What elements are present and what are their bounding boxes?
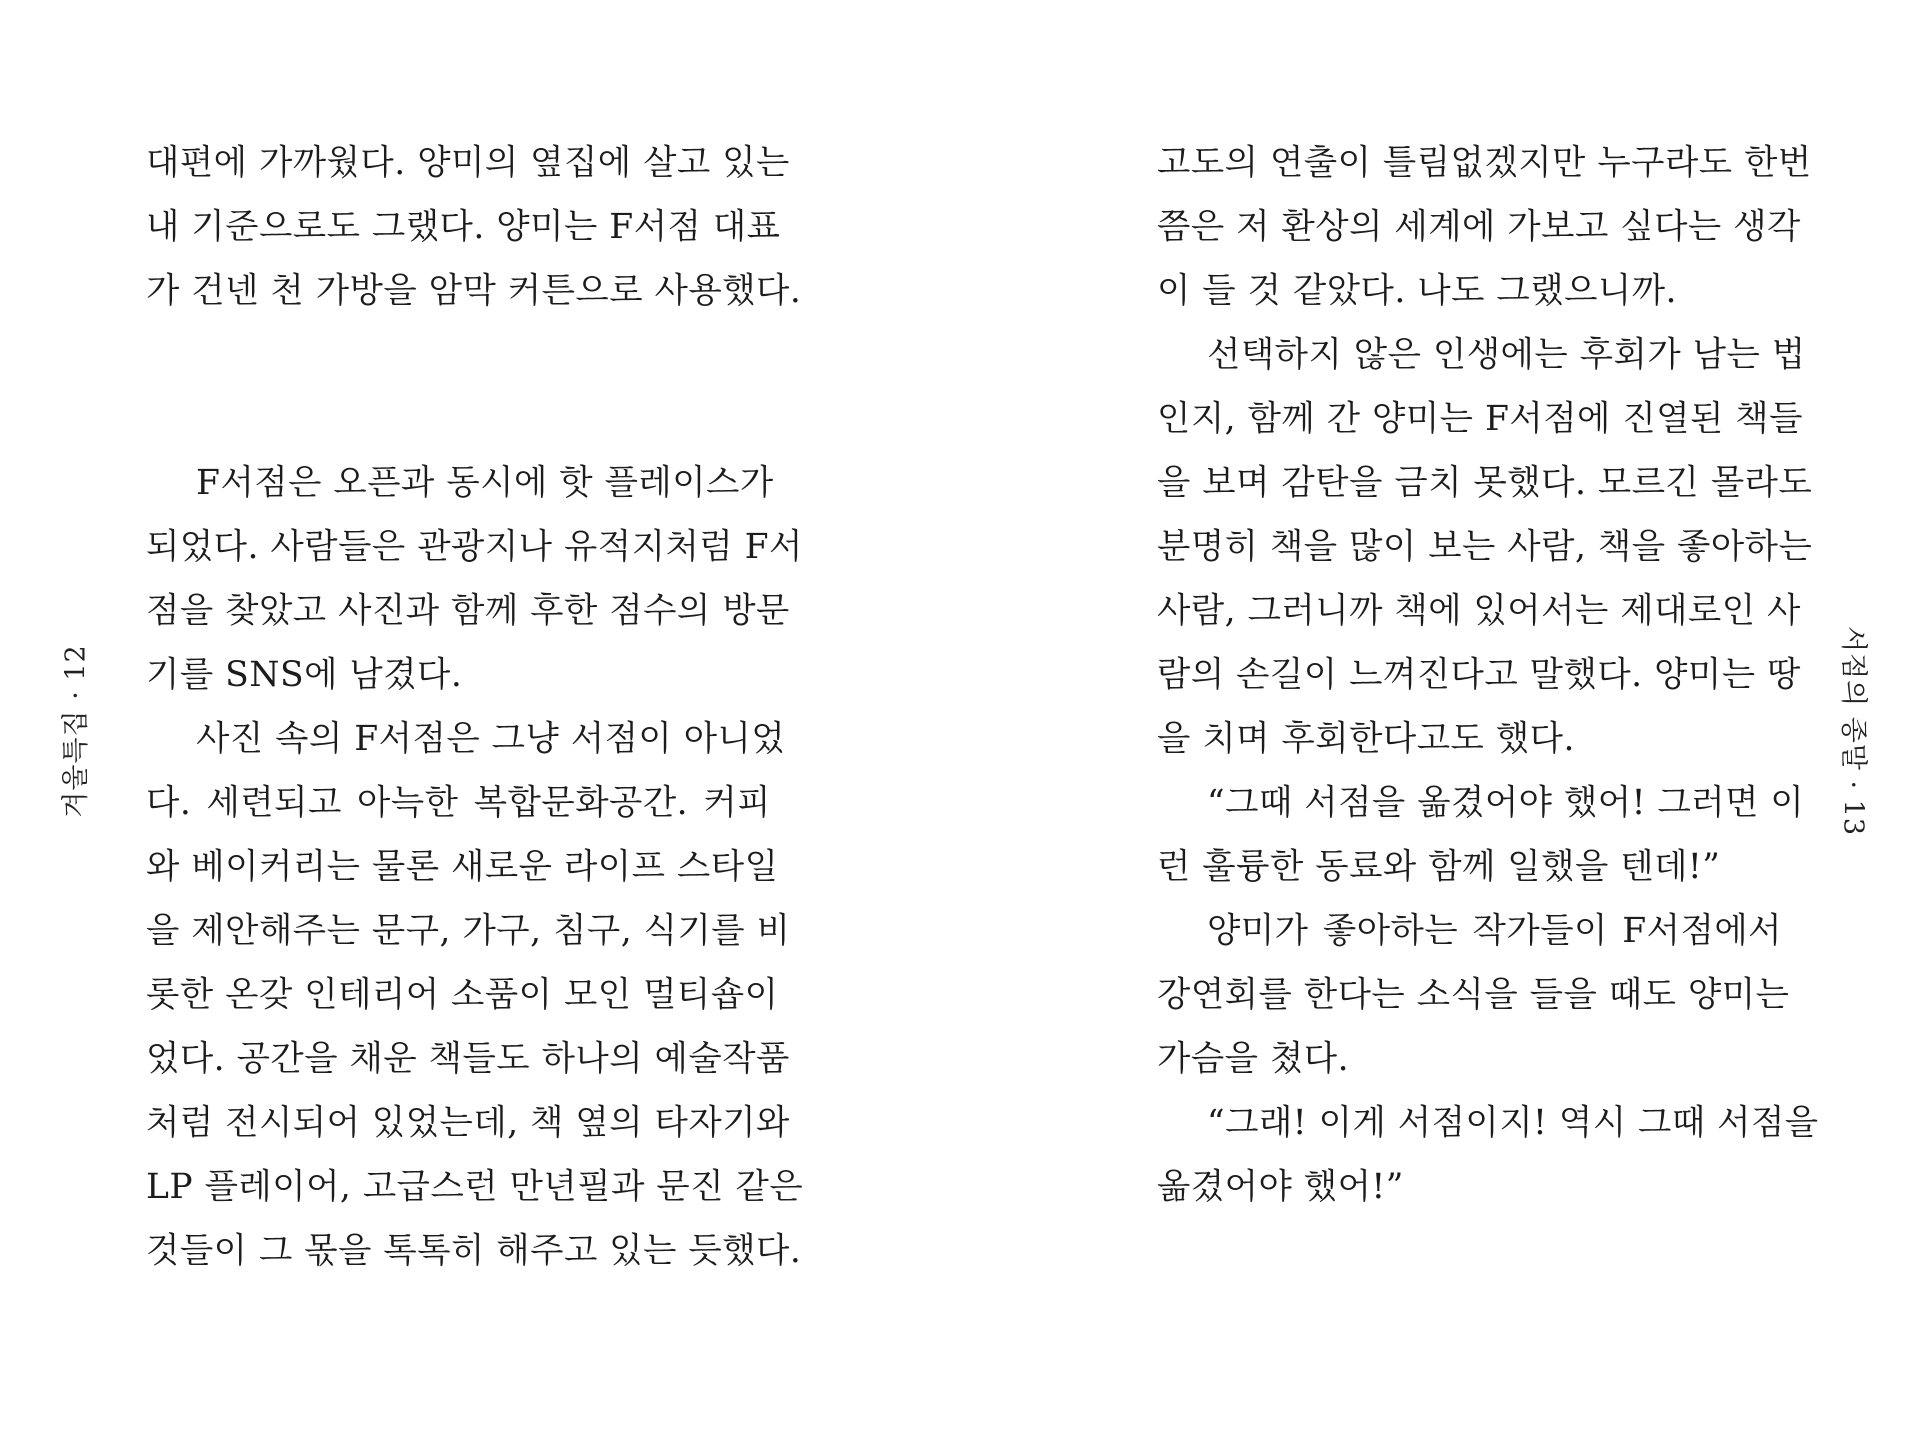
text-line: 고도의 연출이 틀림없겠지만 누구라도 한번 [1157, 143, 1812, 183]
text-line: 점을 찾았고 사진과 함께 후한 점수의 방문 [146, 591, 790, 631]
text-line: 것들이 그 몫을 톡톡히 해주고 있는 듯했다. [146, 1231, 802, 1271]
text-line: “그래! 이게 서점이지! 역시 그때 서점을 [1207, 1103, 1819, 1143]
text-line: LP 플레이어, 고급스런 만년필과 문진 같은 [146, 1167, 804, 1207]
text-line: “그때 서점을 옮겼어야 했어! 그러면 이 [1207, 783, 1805, 823]
text-line: F서점은 오픈과 동시에 핫 플레이스가 [196, 463, 774, 503]
right-page-text [1157, 131, 1819, 1219]
text-line: 람의 손길이 느껴진다고 말했다. 양미는 땅 [1157, 655, 1801, 695]
text-line: 을 제안해주는 문구, 가구, 침구, 식기를 비 [146, 911, 791, 951]
text-line: 다. 세련되고 아늑한 복합문화공간. 커피 [146, 783, 771, 823]
text-line: 사람, 그러니까 책에 있어서는 제대로인 사 [1157, 591, 1801, 631]
text-line: 선택하지 않은 인생에는 후회가 남는 법 [1207, 335, 1806, 375]
text-line: 을 치며 후회한다고도 했다. [1157, 719, 1575, 759]
text-line: 가슴을 쳤다. [1157, 1039, 1350, 1079]
left-page-text-bottom [146, 451, 804, 1283]
left-page-text-top [146, 131, 802, 323]
text-line: 강연회를 한다는 소식을 들을 때도 양미는 [1157, 975, 1790, 1015]
text-line: 을 보며 감탄을 금치 못했다. 모르긴 몰라도 [1157, 463, 1813, 503]
left-page-folio: 겨울특집 · 12 [60, 644, 92, 818]
text-line: 기를 SNS에 남겼다. [146, 655, 463, 695]
text-line: 처럼 전시되어 있었는데, 책 옆의 타자기와 [146, 1103, 790, 1143]
text-line: 가 건넨 천 가방을 암막 커튼으로 사용했다. [146, 271, 802, 311]
text-line: 사진 속의 F서점은 그냥 서점이 아니었 [196, 719, 786, 759]
text-line: 분명히 책을 많이 보는 사람, 책을 좋아하는 [1157, 527, 1813, 567]
text-line: 롯한 온갖 인테리어 소품이 모인 멀티숍이 [146, 975, 779, 1015]
text-line: 런 훌륭한 동료와 함께 일했을 텐데!” [1157, 847, 1721, 887]
text-line: 양미가 좋아하는 작가들이 F서점에서 [1207, 911, 1782, 951]
right-page-folio: 서점의 종말 · 13 [1837, 625, 1869, 837]
text-line: 쯤은 저 환상의 세계에 가보고 싶다는 생각 [1157, 207, 1801, 247]
text-line: 내 기준으로도 그랬다. 양미는 F서점 대표 [146, 207, 781, 247]
text-line: 인지, 함께 간 양미는 F서점에 진열된 책들 [1157, 399, 1803, 439]
text-line: 되었다. 사람들은 관광지나 유적지처럼 F서 [146, 527, 803, 567]
text-line: 었다. 공간을 채운 책들도 하나의 예술작품 [146, 1039, 790, 1079]
text-line: 이 들 것 같았다. 나도 그랬으니까. [1157, 271, 1678, 311]
right-page [960, 0, 1919, 1440]
text-line: 와 베이커리는 물론 새로운 라이프 스타일 [146, 847, 779, 887]
text-line: 대편에 가까웠다. 양미의 옆집에 살고 있는 [146, 143, 790, 183]
text-line: 옮겼어야 했어!” [1157, 1167, 1404, 1207]
